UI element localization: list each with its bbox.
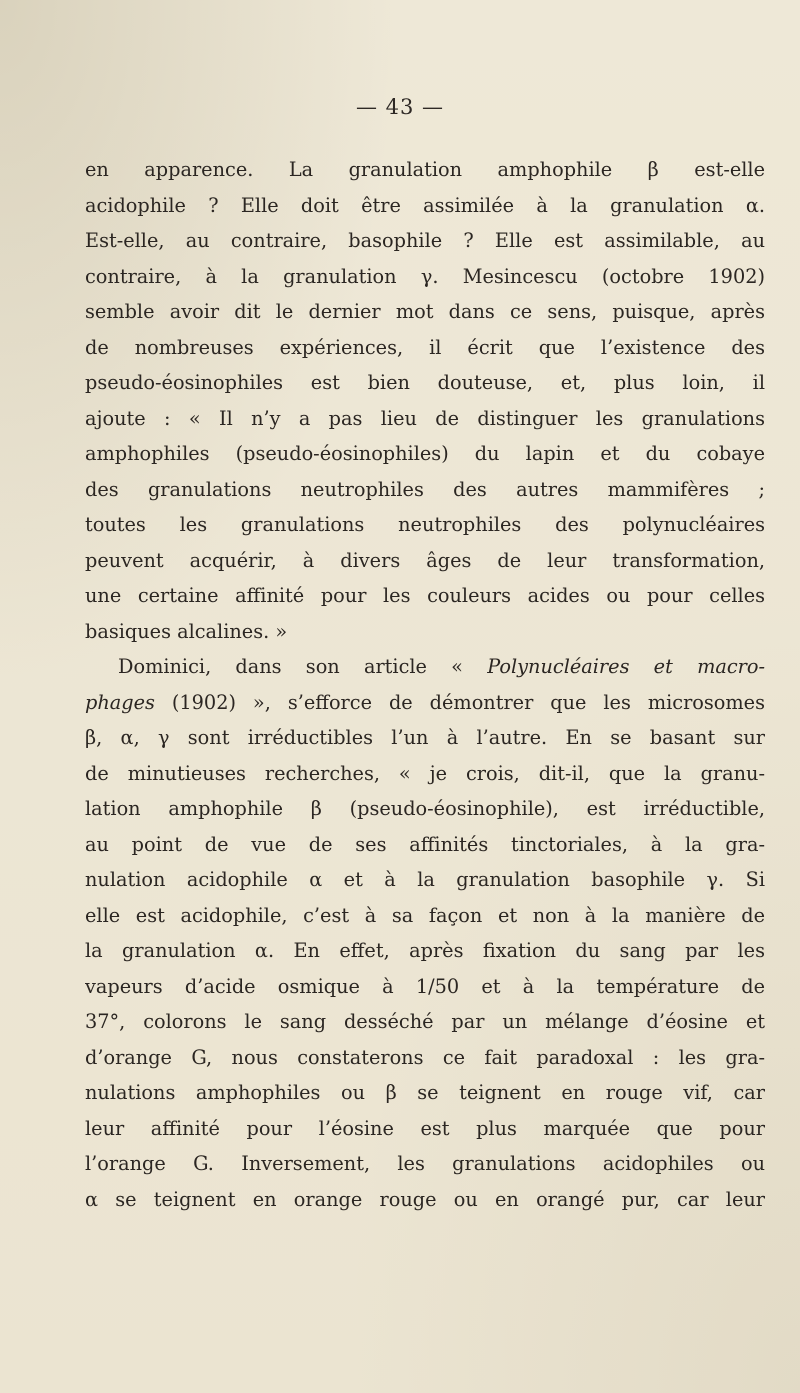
text-line: amphophiles (pseudo-éosinophiles) du lapin et du cobaye <box>85 442 765 465</box>
text-line: semble avoir dit le dernier mot dans ce sens, puisque, après <box>85 300 765 323</box>
text-line: l’orange G. Inversement, les granulations acidophiles ou <box>85 1152 765 1175</box>
text-line: α se teignent en orange rouge ou en orangé pur, car leur <box>85 1187 765 1211</box>
text-line: une certaine affinité pour les couleurs acides ou pour celles <box>85 584 765 607</box>
text-line: de nombreuses expériences, il écrit que l’existence des <box>85 335 765 359</box>
text-line: Est-elle, au contraire, basophile ? Elle est assimilable, au <box>85 229 765 252</box>
text-line: peuvent acquérir, à divers âges de leur transformation, <box>85 548 765 572</box>
text-line: contraire, à la granulation γ. Mesincescu (octobre 1902) <box>85 264 765 288</box>
text-line: vapeurs d’acide osmique à 1/50 et à la température de <box>85 974 765 998</box>
body-text <box>85 152 765 1217</box>
text-line: 37°, colorons le sang desséché par un mélange d’éosine et <box>85 1010 765 1033</box>
text-line: des granulations neutrophiles des autres mammifères ; <box>85 477 765 501</box>
text-line: nulation acidophile α et à la granulation basophile γ. Si <box>85 868 765 891</box>
text-line: toutes les granulations neutrophiles des polynucléaires <box>85 513 765 536</box>
text-line: β, α, γ sont irréductibles l’un à l’autre. En se basant sur <box>85 726 765 749</box>
text-run: (1902) », s’efforce de démontrer que les microsomes <box>154 690 765 714</box>
text-line: elle est acidophile, c’est à sa façon et non à la manière de <box>85 903 765 927</box>
page-number: — 43 — <box>355 95 445 119</box>
text-line: la granulation α. En effet, après fixation du sang par les <box>85 939 765 962</box>
text-line: acidophile ? Elle doit être assimilée à la granulation α. <box>85 193 765 217</box>
text-run: Dominici, dans son article « <box>118 655 488 678</box>
text-line: lation amphophile β (pseudo-éosinophile), est irréductible, <box>85 797 765 820</box>
text-line: en apparence. La granulation amphophile β est-elle <box>85 158 765 181</box>
text-line-with-title <box>85 649 765 685</box>
text-line-with-title <box>85 685 765 721</box>
text-line: leur affinité pour l’éosine est plus marquée que pour <box>85 1116 765 1140</box>
text-line: au point de vue de ses affinités tinctoriales, à la gra- <box>85 832 765 856</box>
article-title: Polynucléaires et macro- <box>487 655 765 678</box>
text-line: de minutieuses recherches, « je crois, dit-il, que la granu- <box>85 761 765 785</box>
article-title-continued: phages <box>85 690 155 714</box>
text-line: basiques alcalines. » <box>85 619 288 643</box>
text-line: nulations amphophiles ou β se teignent en rouge vif, car <box>85 1081 765 1104</box>
text-line: d’orange G, nous constaterons ce fait paradoxal : les gra- <box>85 1045 765 1069</box>
text-line: ajoute : « Il n’y a pas lieu de distinguer les granulations <box>85 406 765 430</box>
text-line: pseudo-éosinophiles est bien douteuse, et, plus loin, il <box>85 371 765 394</box>
